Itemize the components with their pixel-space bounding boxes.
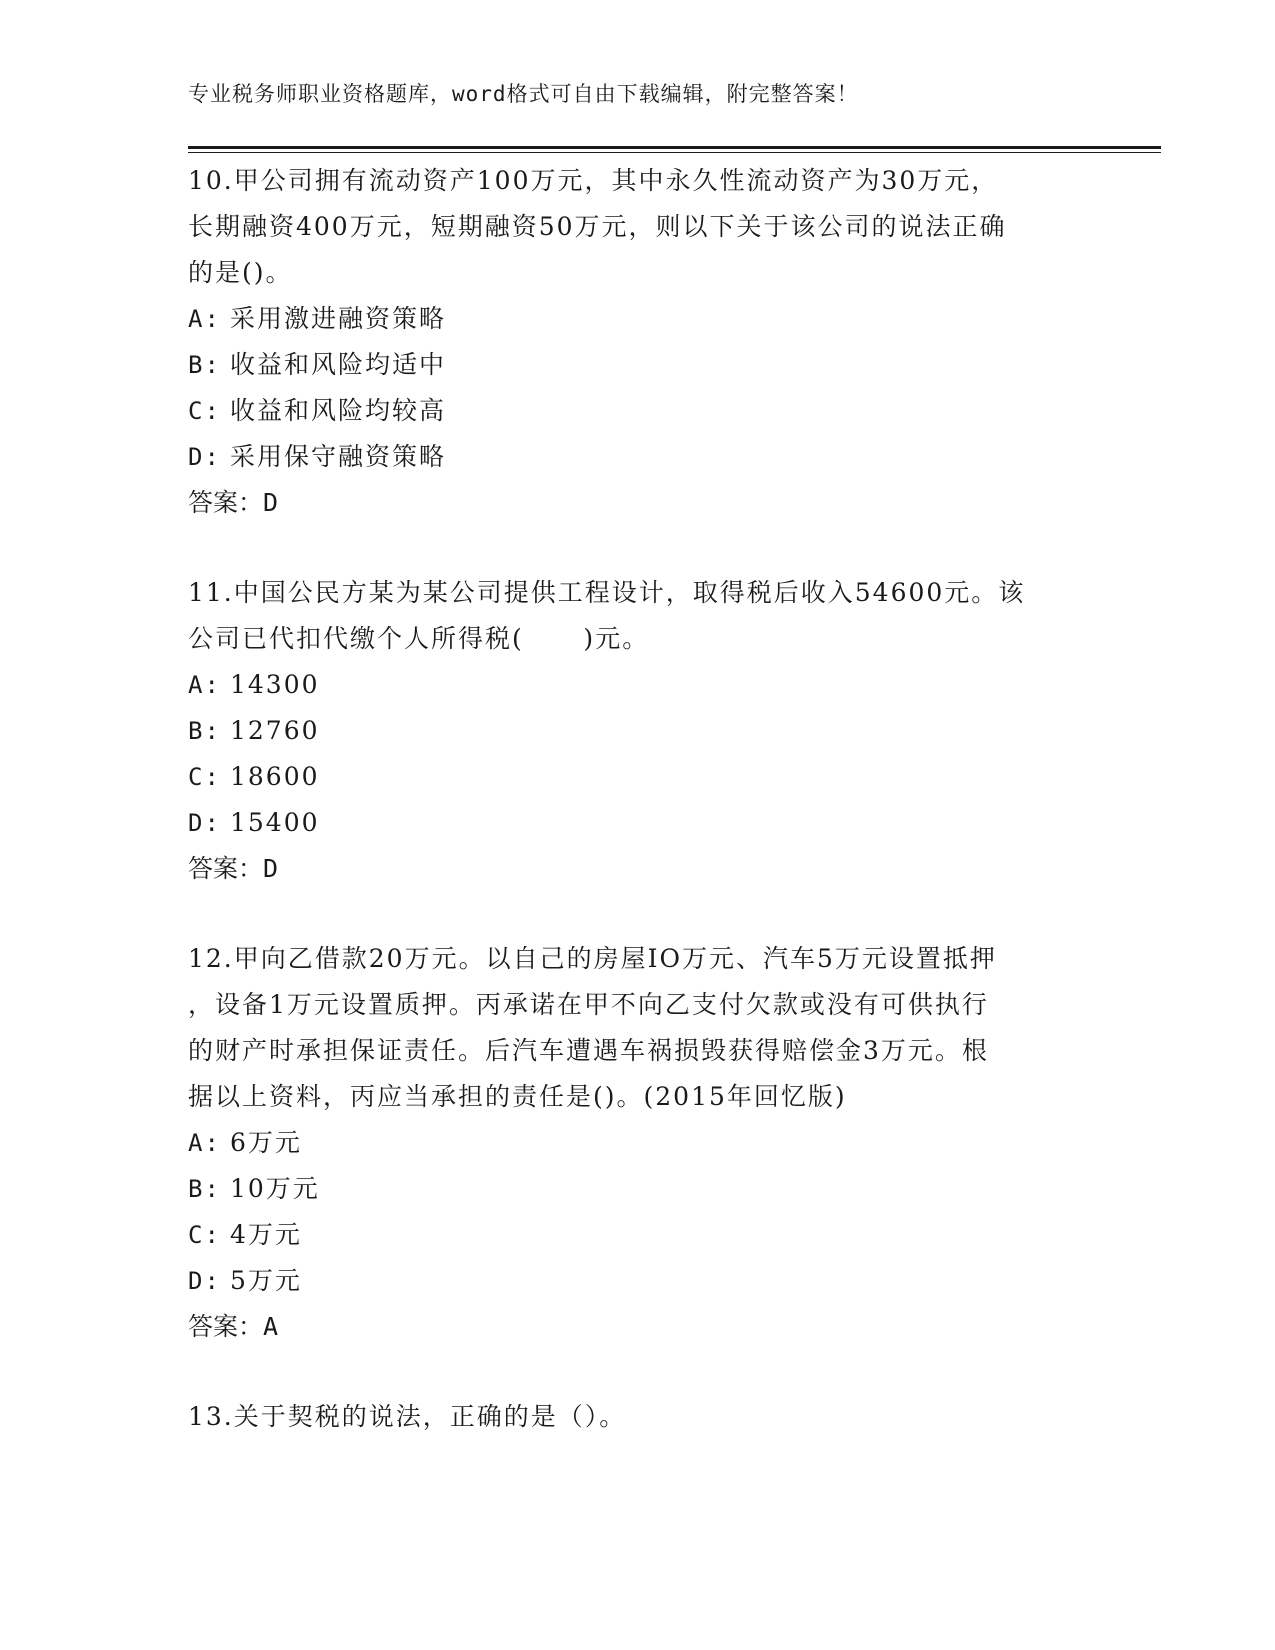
option-letter: B: — [188, 717, 221, 745]
option-letter: D: — [188, 809, 221, 837]
option-a — [188, 662, 1088, 708]
option-b — [188, 342, 1088, 388]
option-text: 4万元 — [230, 1220, 302, 1249]
option-letter: B: — [188, 1175, 221, 1203]
answer-label: 答案： — [188, 1312, 264, 1341]
option-text: 采用激进融资策略 — [230, 304, 447, 333]
option-letter: D: — [188, 443, 221, 471]
question-stem: 12.甲向乙借款20万元。以自己的房屋IO万元、汽车5万元设置抵押 ，设备1万元设置质押。丙承诺在甲不向乙支付欠款或没有可供执行 的财产时承担保证责任。后汽车遭遇车祸损毁获得赔偿金3万元。根 据以上资料，丙应当承担的责任是()。(2015年回忆版) — [188, 944, 997, 1111]
option-c — [188, 754, 1088, 800]
question-12 — [188, 936, 1088, 1350]
option-text: 采用保守融资策略 — [230, 442, 447, 471]
option-d — [188, 434, 1088, 480]
option-a — [188, 1120, 1088, 1166]
option-letter: C: — [188, 1221, 221, 1249]
option-d — [188, 800, 1088, 846]
option-text: 12760 — [230, 716, 320, 745]
option-c — [188, 388, 1088, 434]
answer-label: 答案： — [188, 854, 264, 883]
option-letter: B: — [188, 351, 221, 379]
answer-label: 答案： — [188, 488, 264, 517]
question-stem: 11.中国公民方某为某公司提供工程设计，取得税后收入54600元。该 公司已代扣代缴个人所得税( )元。 — [188, 578, 1026, 653]
option-letter: C: — [188, 763, 221, 791]
header-rule-thick — [188, 146, 1161, 149]
option-letter: A: — [188, 305, 221, 333]
option-text: 18600 — [230, 762, 320, 791]
answer-line — [188, 480, 1088, 526]
option-letter: A: — [188, 1129, 221, 1157]
answer-value: A — [263, 1312, 279, 1341]
option-d — [188, 1258, 1088, 1304]
option-letter: D: — [188, 1267, 221, 1295]
option-c — [188, 1212, 1088, 1258]
question-11 — [188, 570, 1088, 892]
answer-line — [188, 846, 1088, 892]
question-stem: 10.甲公司拥有流动资产100万元，其中永久性流动资产为30万元， 长期融资400万元，短期融资50万元，则以下关于该公司的说法正确 的是()。 — [188, 166, 1007, 287]
question-list — [188, 158, 1088, 1484]
option-text: 10万元 — [230, 1174, 320, 1203]
question-13 — [188, 1394, 1088, 1440]
option-text: 14300 — [230, 670, 320, 699]
option-letter: A: — [188, 671, 221, 699]
page-header: 专业税务师职业资格题库，word格式可自由下载编辑，附完整答案！ — [188, 82, 859, 106]
option-text: 5万元 — [230, 1266, 302, 1295]
header-rule-thin — [188, 152, 1161, 153]
option-b — [188, 1166, 1088, 1212]
option-letter: C: — [188, 397, 221, 425]
option-text: 收益和风险均适中 — [230, 350, 447, 379]
option-text: 6万元 — [230, 1128, 302, 1157]
answer-value: D — [263, 854, 279, 883]
option-b — [188, 708, 1088, 754]
option-text: 15400 — [230, 808, 320, 837]
question-stem: 13.关于契税的说法，正确的是（）。 — [188, 1402, 627, 1431]
question-10 — [188, 158, 1088, 526]
option-text: 收益和风险均较高 — [230, 396, 447, 425]
answer-value: D — [263, 488, 279, 517]
answer-line — [188, 1304, 1088, 1350]
option-a — [188, 296, 1088, 342]
